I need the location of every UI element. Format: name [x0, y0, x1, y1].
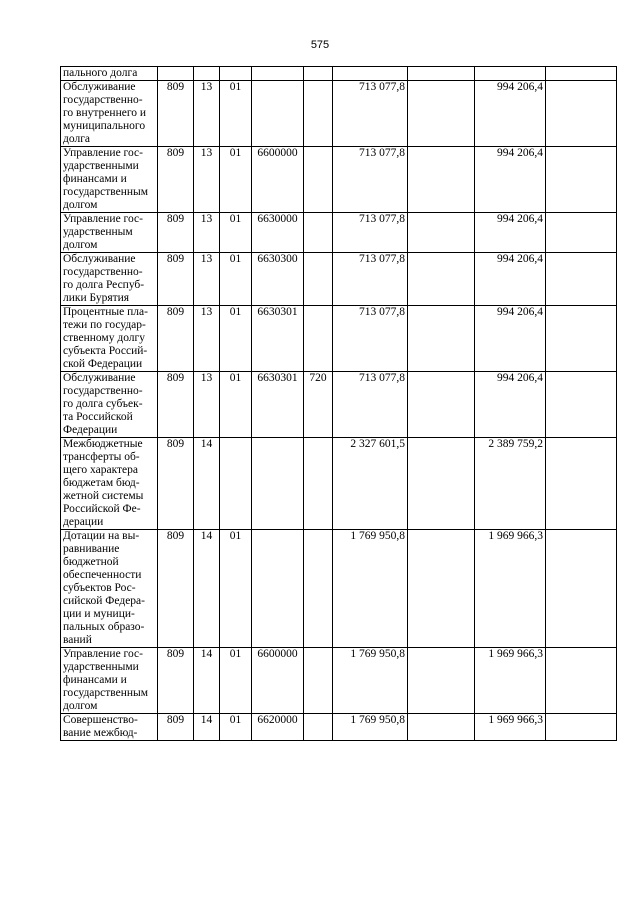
item-name-line: Обслуживание: [63, 372, 136, 384]
item-name-line: ударственными: [63, 661, 139, 673]
item-name-line: го внутреннего и: [63, 107, 147, 119]
item-name-line: сийской Федера-: [63, 595, 145, 607]
item-name-line: обеспеченности: [63, 569, 142, 581]
subsection-cell: 01: [220, 648, 252, 714]
item-name-cell: [61, 253, 158, 306]
table-row: [61, 213, 617, 253]
item-name-cell: [61, 714, 158, 741]
amount-cell-1: 2 327 601,5: [333, 438, 408, 530]
grbs-cell: [158, 67, 194, 81]
grbs-cell: 809: [158, 306, 194, 372]
target-article-cell: 6630301: [252, 372, 304, 438]
amount-cell-3: 1 969 966,3: [475, 648, 546, 714]
amount-cell-3: 1 969 966,3: [475, 714, 546, 741]
amount-cell-2: [408, 67, 475, 81]
grbs-cell: 809: [158, 81, 194, 147]
item-name-line: муниципального: [63, 120, 146, 132]
table-row: [61, 438, 617, 530]
table-row: [61, 306, 617, 372]
section-cell: 13: [194, 213, 220, 253]
grbs-cell: 809: [158, 253, 194, 306]
item-name-cell: [61, 530, 158, 648]
grbs-cell: 809: [158, 213, 194, 253]
item-name-line: ударственным: [63, 226, 133, 238]
item-name-line: субъектов Рос-: [63, 582, 136, 594]
expense-type-cell: [304, 213, 333, 253]
item-name-line: Управление гос-: [63, 213, 143, 225]
item-name-line: ции и муници-: [63, 608, 135, 620]
grbs-cell: 809: [158, 530, 194, 648]
item-name-line: долгом: [63, 239, 98, 251]
table-row: [61, 81, 617, 147]
amount-cell-3: 994 206,4: [475, 213, 546, 253]
amount-cell-2: [408, 714, 475, 741]
section-cell: 14: [194, 714, 220, 741]
subsection-cell: 01: [220, 530, 252, 648]
target-article-cell: 6630301: [252, 306, 304, 372]
expense-type-cell: [304, 438, 333, 530]
expense-type-cell: 720: [304, 372, 333, 438]
item-name-line: субъекта Россий-: [63, 345, 148, 357]
amount-cell-1: 713 077,8: [333, 372, 408, 438]
subsection-cell: 01: [220, 306, 252, 372]
amount-cell-4: [546, 147, 617, 213]
amount-cell-4: [546, 213, 617, 253]
item-name-line: Дотации на вы-: [63, 530, 140, 542]
item-name-line: тежи по государ-: [63, 319, 146, 331]
item-name-cell: [61, 438, 158, 530]
item-name-line: трансферты об-: [63, 451, 140, 463]
amount-cell-4: [546, 372, 617, 438]
amount-cell-4: [546, 648, 617, 714]
item-name-line: пального долга: [63, 67, 138, 79]
subsection-cell: 01: [220, 714, 252, 741]
section-cell: 13: [194, 253, 220, 306]
amount-cell-3: [475, 67, 546, 81]
expense-type-cell: [304, 253, 333, 306]
table-body: [61, 67, 617, 741]
table-row: [61, 147, 617, 213]
budget-table: [60, 66, 617, 741]
amount-cell-3: 2 389 759,2: [475, 438, 546, 530]
page-number: 575: [310, 39, 330, 51]
expense-type-cell: [304, 306, 333, 372]
amount-cell-2: [408, 648, 475, 714]
expense-type-cell: [304, 648, 333, 714]
amount-cell-4: [546, 530, 617, 648]
amount-cell-3: 994 206,4: [475, 253, 546, 306]
item-name-cell: [61, 81, 158, 147]
subsection-cell: [220, 438, 252, 530]
item-name-line: Обслуживание: [63, 253, 136, 265]
item-name-line: долгом: [63, 700, 98, 712]
expense-type-cell: [304, 81, 333, 147]
amount-cell-1: 1 769 950,8: [333, 648, 408, 714]
target-article-cell: 6630300: [252, 253, 304, 306]
item-name-line: ственному долгу: [63, 332, 145, 344]
item-name-cell: [61, 648, 158, 714]
target-article-cell: 6630000: [252, 213, 304, 253]
section-cell: 13: [194, 147, 220, 213]
item-name-cell: [61, 213, 158, 253]
amount-cell-1: 713 077,8: [333, 253, 408, 306]
amount-cell-4: [546, 67, 617, 81]
item-name-line: го долга субъек-: [63, 398, 143, 410]
item-name-line: Межбюджетные: [63, 438, 143, 450]
table-row: [61, 530, 617, 648]
item-name-line: го долга Респуб-: [63, 279, 145, 291]
item-name-line: бюджетам бюд-: [63, 477, 140, 489]
item-name-line: государственно-: [63, 385, 143, 397]
item-name-line: ваний: [63, 634, 92, 646]
item-name-line: вание межбюд-: [63, 727, 138, 739]
target-article-cell: [252, 438, 304, 530]
item-name-line: Обслуживание: [63, 81, 136, 93]
item-name-line: Управление гос-: [63, 648, 143, 660]
table-row: [61, 253, 617, 306]
item-name-line: та Российской: [63, 411, 133, 423]
expense-type-cell: [304, 67, 333, 81]
item-name-line: лики Бурятия: [63, 292, 130, 304]
item-name-line: ударственными: [63, 160, 139, 172]
subsection-cell: 01: [220, 253, 252, 306]
section-cell: 14: [194, 530, 220, 648]
item-name-line: Управление гос-: [63, 147, 143, 159]
target-article-cell: [252, 530, 304, 648]
expense-type-cell: [304, 714, 333, 741]
amount-cell-4: [546, 306, 617, 372]
item-name-line: государственным: [63, 687, 149, 699]
amount-cell-3: 1 969 966,3: [475, 530, 546, 648]
amount-cell-2: [408, 306, 475, 372]
table-row: [61, 714, 617, 741]
amount-cell-2: [408, 438, 475, 530]
grbs-cell: 809: [158, 714, 194, 741]
amount-cell-1: 713 077,8: [333, 306, 408, 372]
grbs-cell: 809: [158, 147, 194, 213]
item-name-line: долга: [63, 133, 91, 145]
item-name-line: государственным: [63, 186, 149, 198]
table-row: [61, 67, 617, 81]
target-article-cell: [252, 81, 304, 147]
grbs-cell: 809: [158, 438, 194, 530]
amount-cell-1: 1 769 950,8: [333, 714, 408, 741]
amount-cell-1: 713 077,8: [333, 81, 408, 147]
subsection-cell: 01: [220, 81, 252, 147]
item-name-line: дерации: [63, 516, 104, 528]
amount-cell-1: 713 077,8: [333, 147, 408, 213]
amount-cell-2: [408, 147, 475, 213]
item-name-line: финансами и: [63, 173, 127, 185]
amount-cell-4: [546, 253, 617, 306]
item-name-line: ской Федерации: [63, 358, 143, 370]
amount-cell-2: [408, 81, 475, 147]
section-cell: [194, 67, 220, 81]
expense-type-cell: [304, 147, 333, 213]
subsection-cell: [220, 67, 252, 81]
item-name-line: щего характера: [63, 464, 138, 476]
section-cell: 13: [194, 81, 220, 147]
amount-cell-4: [546, 714, 617, 741]
item-name-line: бюджетной: [63, 556, 119, 568]
item-name-cell: [61, 147, 158, 213]
amount-cell-4: [546, 81, 617, 147]
amount-cell-1: 713 077,8: [333, 213, 408, 253]
amount-cell-2: [408, 372, 475, 438]
item-name-line: Федерации: [63, 424, 118, 436]
item-name-line: финансами и: [63, 674, 127, 686]
item-name-cell: [61, 306, 158, 372]
section-cell: 13: [194, 372, 220, 438]
amount-cell-3: 994 206,4: [475, 306, 546, 372]
table-row: [61, 372, 617, 438]
item-name-line: равнивание: [63, 543, 120, 555]
item-name-line: Процентные пла-: [63, 306, 148, 318]
amount-cell-4: [546, 438, 617, 530]
item-name-line: государственно-: [63, 266, 143, 278]
item-name-line: Российской Фе-: [63, 503, 141, 515]
item-name-line: государственно-: [63, 94, 143, 106]
target-article-cell: 6600000: [252, 147, 304, 213]
section-cell: 13: [194, 306, 220, 372]
amount-cell-1: [333, 67, 408, 81]
amount-cell-3: 994 206,4: [475, 372, 546, 438]
item-name-line: долгом: [63, 199, 98, 211]
target-article-cell: [252, 67, 304, 81]
subsection-cell: 01: [220, 372, 252, 438]
grbs-cell: 809: [158, 372, 194, 438]
amount-cell-3: 994 206,4: [475, 147, 546, 213]
item-name-cell: [61, 67, 158, 81]
amount-cell-2: [408, 530, 475, 648]
item-name-cell: [61, 372, 158, 438]
table-row: [61, 648, 617, 714]
item-name-line: пальных образо-: [63, 621, 145, 633]
amount-cell-3: 994 206,4: [475, 81, 546, 147]
expense-type-cell: [304, 530, 333, 648]
subsection-cell: 01: [220, 147, 252, 213]
section-cell: 14: [194, 438, 220, 530]
amount-cell-2: [408, 213, 475, 253]
target-article-cell: 6600000: [252, 648, 304, 714]
amount-cell-1: 1 769 950,8: [333, 530, 408, 648]
item-name-line: Совершенство-: [63, 714, 138, 726]
item-name-line: жетной системы: [63, 490, 144, 502]
amount-cell-2: [408, 253, 475, 306]
target-article-cell: 6620000: [252, 714, 304, 741]
grbs-cell: 809: [158, 648, 194, 714]
subsection-cell: 01: [220, 213, 252, 253]
section-cell: 14: [194, 648, 220, 714]
